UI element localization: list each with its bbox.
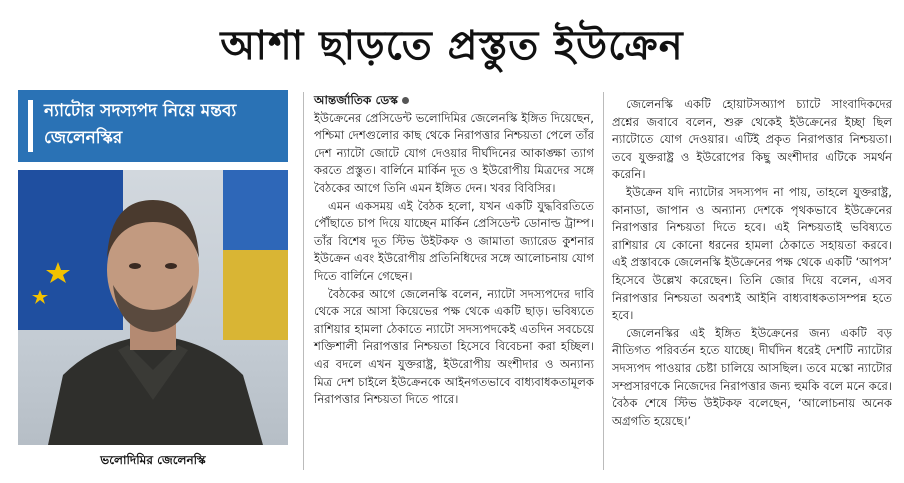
article-column-1 — [314, 92, 594, 409]
left-eye — [129, 263, 141, 269]
paragraph: ইউক্রেনের প্রেসিডেন্ট ভলোদিমির জেলেনস্কি ইঙ্গিত দিয়েছেন, পশ্চিমা দেশগুলোর কাছ থেকে নিরাপত্তার নিশ্চয়তা পেলে তাঁর দেশ ন্যাটো জোটে যোগ দেওয়ার দীর্ঘদিনের আকাঙ্ক্ষা ত্যাগ করতে প্রস্তুত। বার্লিনে মার্কিন দূত ও ইউরোপীয় মিত্রদের সঙ্গে বৈঠকের আগে তিনি এমন ইঙ্গিত দেন। খবর বিবিসির। — [314, 110, 594, 195]
ukraine-flag-blue — [223, 170, 288, 250]
column-divider-left — [303, 92, 304, 470]
portrait-photo — [18, 170, 288, 445]
article-column-2 — [612, 96, 892, 430]
paragraph: এমন একসময় এই বৈঠক হলো, যখন একটি যুদ্ধবিরতিতে পৌঁছাতে চাপ দিয়ে যাচ্ছেন মার্কিন প্রেসিডেন্ট ডোনাল্ড ট্রাম্প। তাঁর বিশেষ দূত স্টিভ উইটকফ ও জামাতা জ্যারেড কুশনার ইউক্রেন এবং ইউরোপীয় প্রতিনিধিদের সঙ্গে আলোচনায় যোগ দিতে বার্লিনে গেছেন। — [314, 198, 594, 283]
sub-headline: ন্যাটোর সদস্যপদ নিয়ে মন্তব্য জেলেনস্কির — [44, 101, 237, 148]
right-eye — [165, 263, 177, 269]
paragraph: জেলেনস্কির এই ইঙ্গিত ইউক্রেনের জন্য একটি বড় নীতিগত পরিবর্তন হতে যাচ্ছে। দীর্ঘদিন ধরেই দেশটি ন্যাটোর সদস্যপদ পাওয়ার চেষ্টা চালিয়ে আসছিল। তবে মস্কো ন্যাটোর সম্প্রসারণকে নিজেদের নিরাপত্তার জন্য হুমকি বলে মনে করে। বৈঠক শেষে স্টিভ উইটকফ বলেছেন, ‘আলোচনায় অনেক অগ্রগতি হয়েছে।’ — [612, 325, 892, 428]
banner-accent-bar — [28, 100, 33, 152]
paragraph: বৈঠকের আগে জেলেনস্কি বলেন, ন্যাটো সদস্যপদের দাবি থেকে সরে আসা কিয়েভের পক্ষ থেকে একটি ছাড়। ভবিষ্যতে রাশিয়ার হামলা ঠেকাতে ন্যাটো সদস্যপদকেই এতদিন সবচেয়ে শক্তিশালী নিরাপত্তার নিশ্চয়তা হিসেবে বিবেচনা করা হচ্ছিল। এর বদলে এখন যুক্তরাষ্ট্র, ইউরোপীয় অংশীদার ও অন্যান্য মিত্র দেশ চাইলে ইউক্রেনকে আইনগতভাবে বাধ্যবাধকতামূলক নিরাপত্তার নিশ্চয়তা দিতে পারে। — [314, 286, 594, 407]
sub-headline-banner — [18, 90, 288, 162]
page-top-edge — [0, 0, 904, 8]
portrait-illustration — [18, 170, 288, 445]
desk-label: আন্তর্জাতিক ডেস্ক — [314, 93, 398, 107]
paragraph: জেলেনস্কি একটি হোয়াটসঅ্যাপ চ্যাটে সাংবাদিকদের প্রশ্নের জবাবে বলেন, শুরু থেকেই ইউক্রেনের ইচ্ছা ছিল ন্যাটোতে যোগ দেওয়ার। এটিই প্রকৃত নিরাপত্তার নিশ্চয়তা। তবে যুক্তরাষ্ট্র ও ইউরোপের কিছু অংশীদার এটিকে সমর্থন করেনি। — [612, 97, 892, 182]
ukraine-flag-yellow — [223, 250, 288, 340]
paragraph: ইউক্রেন যদি ন্যাটোর সদস্যপদ না পায়, তাহলে যুক্তরাষ্ট্র, কানাডা, জাপান ও অন্যান্য দেশকে পৃথকভাবে ইউক্রেনের নিরাপত্তার নিশ্চয়তা দিতে হবে। এই নিশ্চয়তাই ভবিষ্যতে রাশিয়ার যে কোনো ধরনের হামলা ঠেকাতে সহায়তা করবে। এই প্রস্তাবকে জেলেনস্কি ইউক্রেনের পক্ষ থেকে একটি ‘আপস’ হিসেবে উল্লেখ করেছেন। তিনি জোর দিয়ে বলেন, এসব নিরাপত্তার নিশ্চয়তা অবশ্যই আইনি বাধ্যবাধকতাসম্পন্ন হতে হবে। — [612, 184, 892, 323]
desk-line — [314, 92, 594, 110]
photo-caption: ভলোদিমির জেলেনস্কি — [100, 453, 206, 467]
bullet-dot-icon — [402, 97, 409, 104]
headline: আশা ছাড়তে প্রস্তুত ইউক্রেন — [220, 22, 684, 69]
column-divider-right — [603, 92, 604, 470]
eu-flag — [18, 170, 123, 330]
